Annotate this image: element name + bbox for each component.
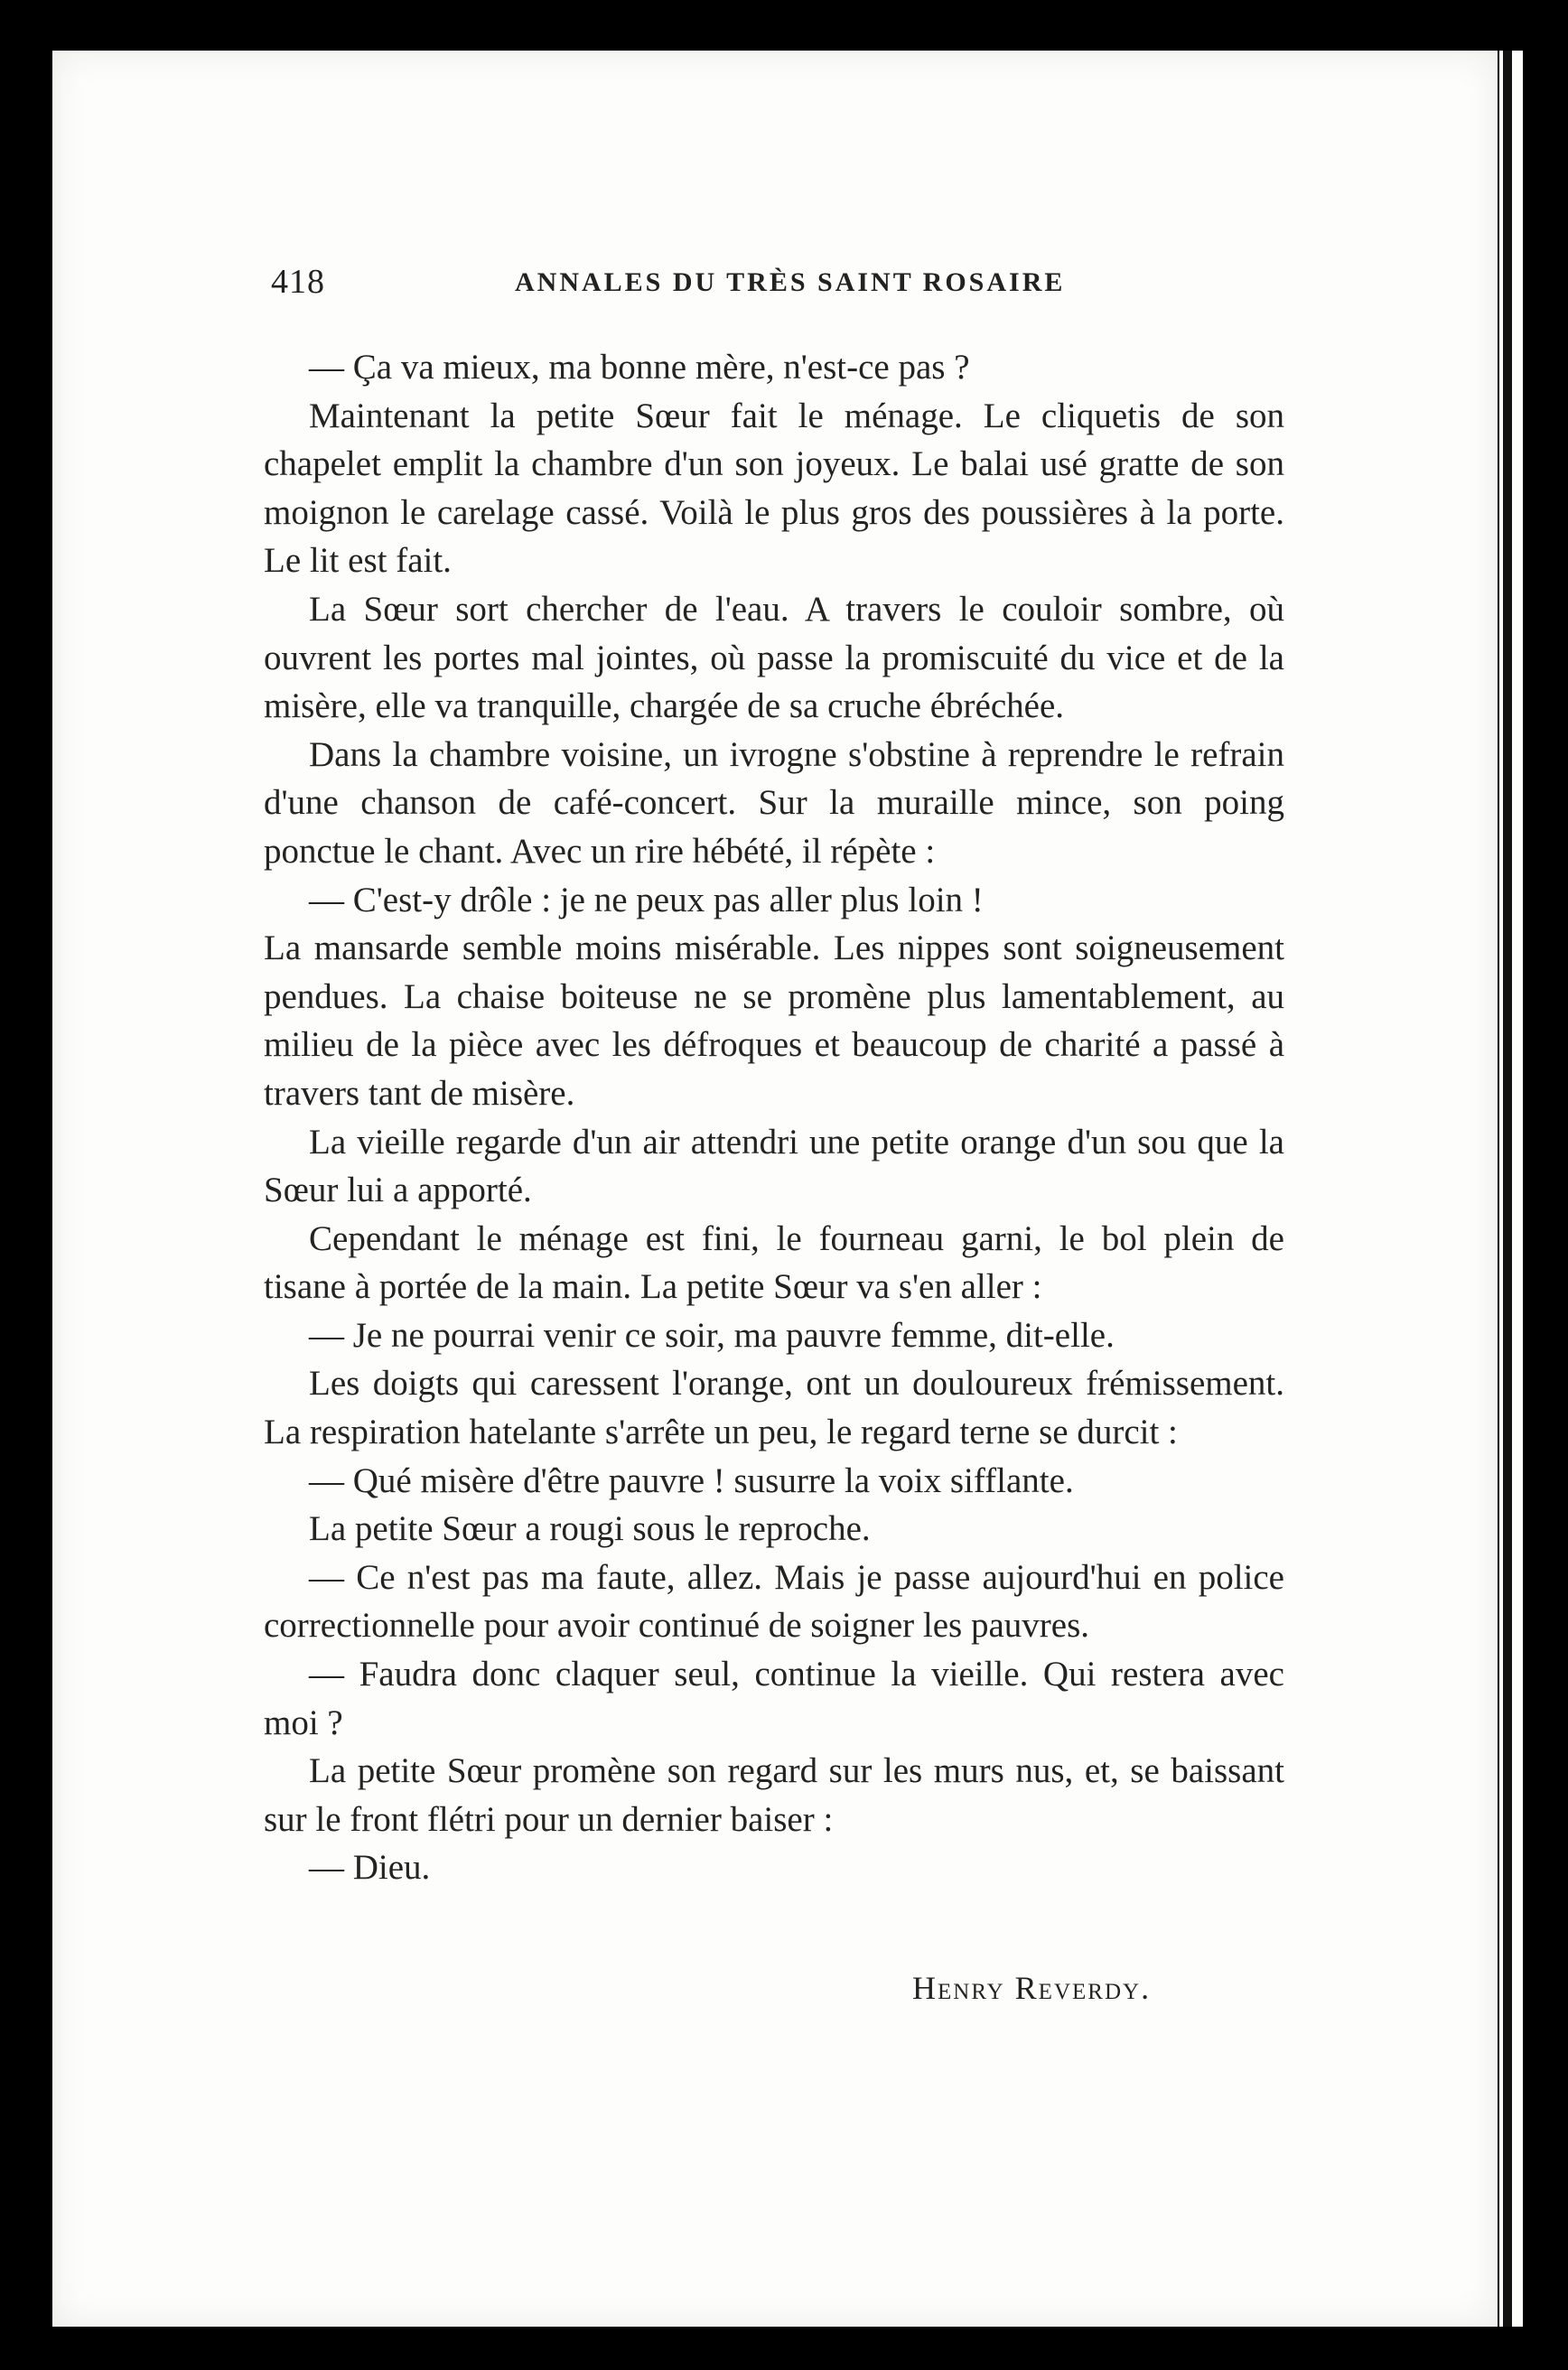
running-header	[271, 262, 1292, 307]
paragraph: La petite Sœur a rougi sous le reproche.	[309, 1509, 871, 1549]
page-number: 418	[271, 263, 325, 301]
paragraph: — Je ne pourrai venir ce soir, ma pauvre femme, dit-elle.	[309, 1315, 1115, 1355]
paragraph: Les doigts qui caressent l'orange, ont un douloureux frémissement. La respiration hatelante s'arrête un peu, le regard terne se durcit :	[264, 1364, 1284, 1452]
paragraph: — Qué misère d'être pauvre ! susurre la voix sifflante.	[309, 1460, 1074, 1500]
paragraph: — C'est-y drôle : je ne peux pas aller plus loin !	[309, 880, 984, 919]
paragraph: Cependant le ménage est fini, le fourneau garni, le bol plein de tisane à portée de la main. La petite Sœur va s'en aller :	[264, 1218, 1284, 1307]
author-signature: Henry Reverdy.	[912, 1970, 1152, 2006]
body-text	[264, 343, 1284, 1892]
page-gutter-rule	[1503, 51, 1512, 2327]
paragraph: — Ce n'est pas ma faute, allez. Mais je passe aujourd'hui en police correctionnelle pour avoir continué de soigner les pauvres.	[264, 1557, 1284, 1646]
paragraph: La mansarde semble moins misérable. Les nippes sont soigneusement pendues. La chaise boiteuse ne se promène plus lamentablement, au milieu de la pièce avec les défroques et beaucoup de charité a passé à travers tant de misère.	[264, 928, 1284, 1113]
paragraph: — Faudra donc claquer seul, continue la vieille. Qui restera avec moi ?	[264, 1655, 1284, 1742]
paragraph: Maintenant la petite Sœur fait le ménage. Le cliquetis de son chapelet emplit la chambre d'un son joyeux. Le balai usé gratte de son moignon le carelage cassé. Voilà le plus gros des poussières à la porte. Le lit est fait.	[264, 396, 1284, 581]
running-title: ANNALES DU TRÈS SAINT ROSAIRE	[515, 267, 1066, 297]
paragraph: — Ça va mieux, ma bonne mère, n'est-ce pas ?	[309, 348, 970, 387]
paragraph: — Dieu.	[309, 1848, 431, 1888]
paragraph: Dans la chambre voisine, un ivrogne s'obstine à reprendre le refrain d'une chanson de café-concert. Sur la muraille mince, son poing ponctue le chant. Avec un rire hébété, il répète :	[264, 734, 1284, 871]
paragraph: La vieille regarde d'un air attendri une petite orange d'un sou que la Sœur lui a apporté.	[264, 1122, 1284, 1210]
paragraph: La Sœur sort chercher de l'eau. A travers le couloir sombre, où ouvrent les portes mal jointes, où passe la promiscuité du vice et de la misère, elle va tranquille, chargée de sa cruche ébréchée.	[264, 589, 1284, 726]
paragraph: La petite Sœur promène son regard sur les murs nus, et, se baissant sur le front flétri pour un dernier baiser :	[264, 1751, 1284, 1839]
